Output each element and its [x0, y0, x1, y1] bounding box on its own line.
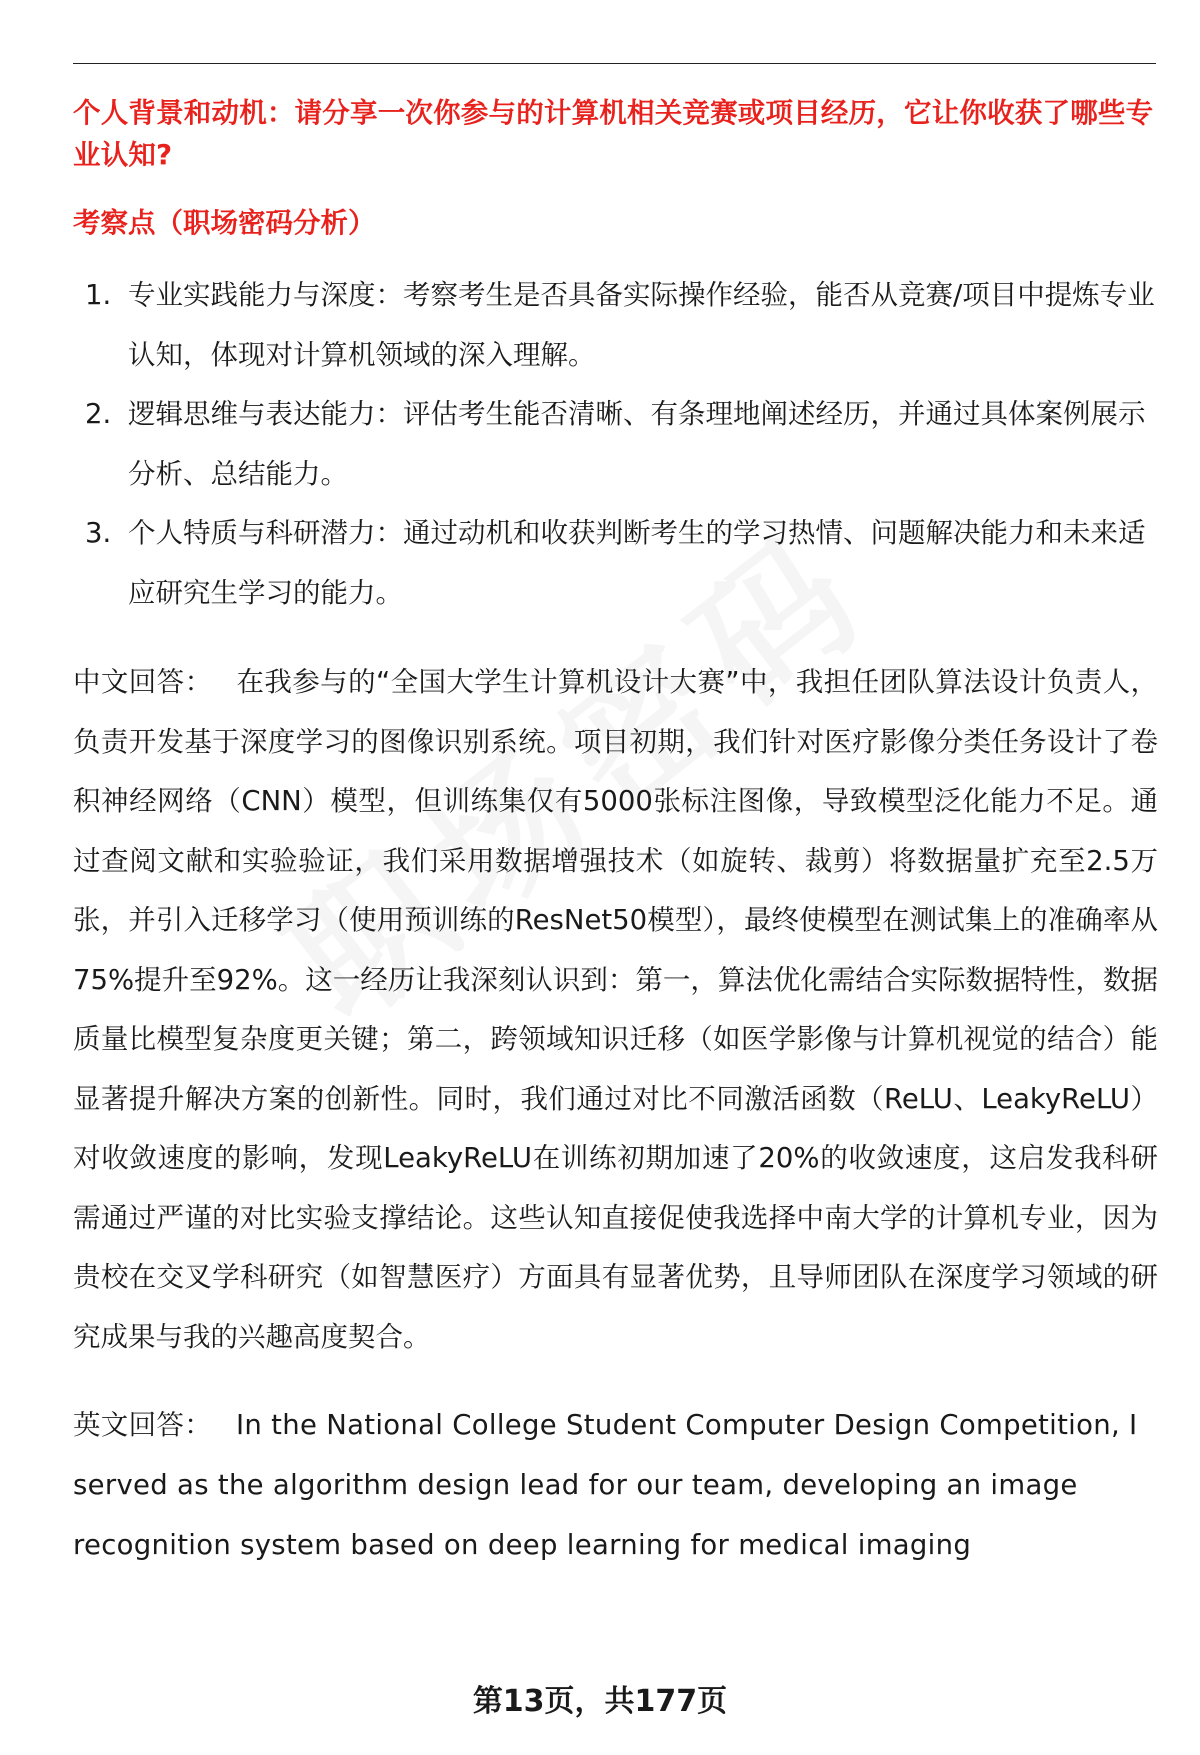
- english-answer: [73, 1395, 1158, 1575]
- english-answer-text: In the National College Student Computer Design Competition, I served as the algorithm design lead for our team, developing an image recognition system based on deep learning for medical imaging: [73, 1409, 1138, 1561]
- list-item: [73, 385, 1158, 504]
- chinese-answer-text: 在我参与的“全国大学生计算机设计大赛”中，我担任团队算法设计负责人，负责开发基于深度学习的图像识别系统。项目初期，我们针对医疗影像分类任务设计了卷积神经网络（CNN）模型，但训练集仅有5000张标注图像，导致模型泛化能力不足。通过查阅文献和实验验证，我们采用数据增强技术（如旋转、裁剪）将数据量扩充至2.5万张，并引入迁移学习（使用预训练的ResNet50模型），最终使模型在测试集上的准确率从75%提升至92%。这一经历让我深刻认识到：第一，算法优化需结合实际数据特性，数据质量比模型复杂度更关键；第二，跨领域知识迁移（如医学影像与计算机视觉的结合）能显著提升解决方案的创新性。同时，我们通过对比不同激活函数（ReLU、LeakyReLU）对收敛速度的影响，发现LeakyReLU在训练初期加速了20%的收敛速度，这启发我科研需通过严谨的对比实验支撑结论。这些认知直接促使我选择中南大学的计算机专业，因为贵校在交叉学科研究（如智慧医疗）方面具有显著优势，且导师团队在深度学习领域的研究成果与我的兴趣高度契合。: [73, 666, 1159, 1353]
- page-number: 第13页，共177页: [472, 1684, 728, 1719]
- english-answer-label: 英文回答：: [73, 1409, 212, 1441]
- question-title: 个人背景和动机：请分享一次你参与的计算机相关竞赛或项目经历，它让你收获了哪些专业认知?: [73, 97, 1154, 171]
- list-text: 个人特质与科研潜力：通过动机和收获判断考生的学习热情、问题解决能力和未来适应研究生学习的能力。: [128, 517, 1146, 609]
- document-body: [73, 92, 1158, 1575]
- list-text: 逻辑思维与表达能力：评估考生能否清晰、有条理地阐述经历，并通过具体案例展示分析、总结能力。: [128, 398, 1146, 490]
- chinese-answer: [73, 653, 1158, 1367]
- section-heading: 考察点（职场密码分析）: [73, 207, 376, 239]
- list-number: 3.: [85, 517, 112, 549]
- list-text: 专业实践能力与深度：考察考生是否具备实际操作经验，能否从竞赛/项目中提炼专业认知，体现对计算机领域的深入理解。: [128, 279, 1155, 371]
- assessment-points: [73, 266, 1158, 623]
- top-divider: [73, 63, 1156, 64]
- chinese-answer-label: 中文回答：: [73, 666, 213, 698]
- list-number: 2.: [85, 398, 112, 430]
- list-item: [73, 504, 1158, 623]
- list-item: [73, 266, 1158, 385]
- list-number: 1.: [85, 279, 112, 311]
